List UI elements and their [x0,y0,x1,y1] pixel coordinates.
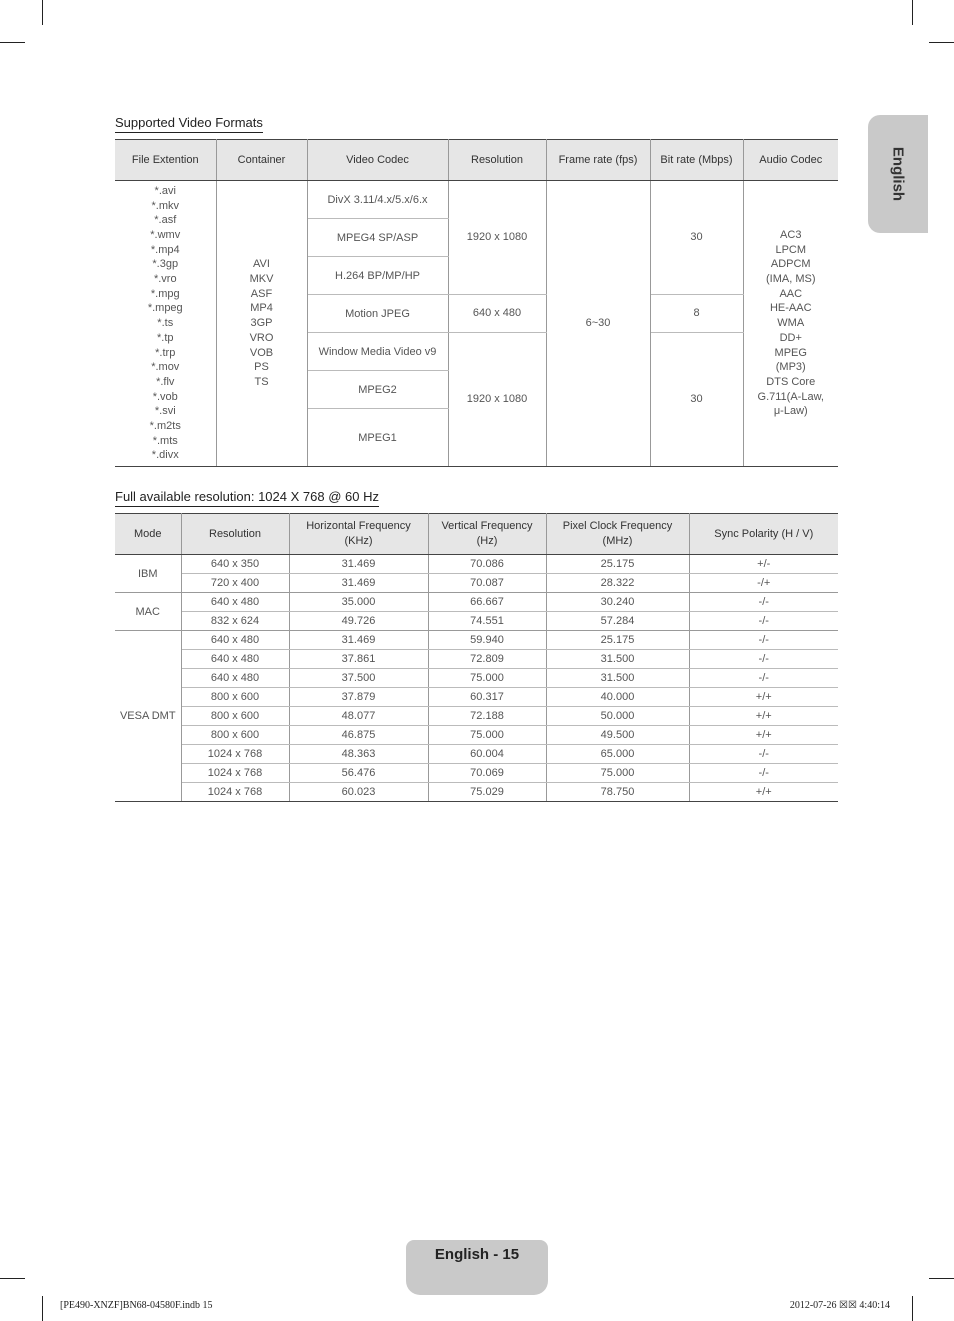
table-row [115,726,838,745]
supported-video-formats-table [115,139,838,467]
bit-rate-cell: 30 [650,181,743,295]
video-codec-cell: Window Media Video v9 [307,333,448,371]
resolution-cell: 640 x 480 [181,650,289,669]
pixel-clock-cell: 28.322 [546,574,689,593]
table-row [115,650,838,669]
pixel-clock-cell: 25.175 [546,555,689,574]
sync-polarity-cell: -/- [689,669,838,688]
pixel-clock-cell: 50.000 [546,707,689,726]
video-codec-cell: DivX 3.11/4.x/5.x/6.x [307,181,448,219]
header-frame-rate: Frame rate (fps) [546,140,650,181]
table-row [115,688,838,707]
mode-cell: IBM [115,555,181,593]
resolution-cell: 1920 x 1080 [448,333,546,467]
pixel-clock-cell: 25.175 [546,631,689,650]
header-video-codec: Video Codec [307,140,448,181]
bit-rate-cell: 30 [650,333,743,467]
pixel-clock-cell: 30.240 [546,593,689,612]
mode-cell: MAC [115,593,181,631]
table-row [115,181,838,219]
sync-polarity-cell: +/- [689,555,838,574]
resolution-table-title: Full available resolution: 1024 X 768 @ 60 Hz [115,489,379,507]
vertical-frequency-cell: 70.087 [428,574,546,593]
page-number-label: English - 15 [434,1246,520,1263]
resolution-cell: 640 x 350 [181,555,289,574]
resolution-cell: 640 x 480 [181,593,289,612]
horizontal-frequency-cell: 49.726 [289,612,428,631]
horizontal-frequency-cell: 60.023 [289,783,428,802]
resolution-cell: 720 x 400 [181,574,289,593]
header-file-extension: File Extention [115,140,216,181]
vertical-frequency-cell: 66.667 [428,593,546,612]
resolution-cell: 640 x 480 [448,295,546,333]
resolution-cell: 1024 x 768 [181,783,289,802]
resolution-cell: 1024 x 768 [181,764,289,783]
vertical-frequency-cell: 75.000 [428,726,546,745]
table-row [115,555,838,574]
table-row [115,745,838,764]
audio-codecs-cell: AC3 LPCM ADPCM (IMA, MS) AAC HE-AAC WMA DD+ MPEG (MP3) DTS Core G.711(A-Law, μ-Law) [743,181,838,467]
header-audio-codec: Audio Codec [743,140,838,181]
horizontal-frequency-cell: 31.469 [289,631,428,650]
header-vertical-frequency: Vertical Frequency (Hz) [428,514,546,555]
bit-rate-cell: 8 [650,295,743,333]
crop-mark [0,1278,25,1279]
resolution-cell: 640 x 480 [181,631,289,650]
vertical-frequency-cell: 72.809 [428,650,546,669]
header-sync-polarity: Sync Polarity (H / V) [689,514,838,555]
sync-polarity-cell: +/+ [689,707,838,726]
vertical-frequency-cell: 75.000 [428,669,546,688]
vertical-frequency-cell: 70.069 [428,764,546,783]
vertical-frequency-cell: 72.188 [428,707,546,726]
footer-file-name: [PE490-XNZF]BN68-04580F.indb 15 [60,1300,213,1311]
table-row [115,707,838,726]
resolution-cell: 800 x 600 [181,707,289,726]
sync-polarity-cell: -/- [689,612,838,631]
table-row [115,593,838,612]
vertical-frequency-cell: 60.317 [428,688,546,707]
crop-mark [0,42,25,43]
horizontal-frequency-cell: 48.077 [289,707,428,726]
sync-polarity-cell: +/+ [689,688,838,707]
pixel-clock-cell: 31.500 [546,650,689,669]
horizontal-frequency-cell: 46.875 [289,726,428,745]
table-row [115,764,838,783]
sync-polarity-cell: -/- [689,593,838,612]
video-codec-cell: MPEG2 [307,371,448,409]
sync-polarity-cell: -/+ [689,574,838,593]
pixel-clock-cell: 75.000 [546,764,689,783]
header-horizontal-frequency: Horizontal Frequency (KHz) [289,514,428,555]
sync-polarity-cell: +/+ [689,783,838,802]
file-extensions-cell: *.avi *.mkv *.asf *.wmv *.mp4 *.3gp *.vro *.mpg *.mpeg *.ts *.tp *.trp *.mov *.flv *.vob *.svi *.m2ts *.mts *.divx [115,181,216,467]
pixel-clock-cell: 78.750 [546,783,689,802]
display-resolution-table [115,513,838,802]
header-mode: Mode [115,514,181,555]
horizontal-frequency-cell: 31.469 [289,574,428,593]
language-side-tab [868,115,928,233]
vertical-frequency-cell: 75.029 [428,783,546,802]
header-resolution: Resolution [448,140,546,181]
video-codec-cell: H.264 BP/MP/HP [307,257,448,295]
horizontal-frequency-cell: 56.476 [289,764,428,783]
video-codec-cell: Motion JPEG [307,295,448,333]
vertical-frequency-cell: 74.551 [428,612,546,631]
crop-mark [912,1296,913,1321]
vertical-frequency-cell: 70.086 [428,555,546,574]
header-container: Container [216,140,307,181]
horizontal-frequency-cell: 31.469 [289,555,428,574]
video-codec-cell: MPEG1 [307,409,448,467]
vertical-frequency-cell: 60.004 [428,745,546,764]
header-resolution: Resolution [181,514,289,555]
resolution-cell: 800 x 600 [181,688,289,707]
horizontal-frequency-cell: 37.861 [289,650,428,669]
pixel-clock-cell: 65.000 [546,745,689,764]
table-row [115,669,838,688]
pixel-clock-cell: 40.000 [546,688,689,707]
resolution-cell: 832 x 624 [181,612,289,631]
horizontal-frequency-cell: 35.000 [289,593,428,612]
horizontal-frequency-cell: 48.363 [289,745,428,764]
header-pixel-clock-frequency: Pixel Clock Frequency (MHz) [546,514,689,555]
resolution-cell: 1024 x 768 [181,745,289,764]
crop-mark [42,1296,43,1321]
sync-polarity-cell: +/+ [689,726,838,745]
page-number-tab [406,1240,548,1295]
resolution-cell: 800 x 600 [181,726,289,745]
vertical-frequency-cell: 59.940 [428,631,546,650]
resolution-cell: 1920 x 1080 [448,181,546,295]
video-codec-cell: MPEG4 SP/ASP [307,219,448,257]
table-row [115,631,838,650]
table-header-row [115,514,838,555]
table-row [115,574,838,593]
mode-cell: VESA DMT [115,631,181,802]
video-formats-title: Supported Video Formats [115,115,263,133]
header-bit-rate: Bit rate (Mbps) [650,140,743,181]
table-header-row [115,140,838,181]
horizontal-frequency-cell: 37.879 [289,688,428,707]
footer-timestamp: 2012-07-26 ☒☒ 4:40:14 [789,1300,890,1311]
crop-mark [912,0,913,25]
crop-mark [42,0,43,25]
pixel-clock-cell: 57.284 [546,612,689,631]
crop-mark [929,1278,954,1279]
sync-polarity-cell: -/- [689,745,838,764]
containers-cell: AVI MKV ASF MP4 3GP VRO VOB PS TS [216,181,307,467]
crop-mark [929,42,954,43]
resolution-cell: 640 x 480 [181,669,289,688]
sync-polarity-cell: -/- [689,764,838,783]
sync-polarity-cell: -/- [689,650,838,669]
pixel-clock-cell: 31.500 [546,669,689,688]
table-row [115,783,838,802]
horizontal-frequency-cell: 37.500 [289,669,428,688]
sync-polarity-cell: -/- [689,631,838,650]
language-side-tab-label: English [889,146,907,202]
pixel-clock-cell: 49.500 [546,726,689,745]
table-row [115,612,838,631]
frame-rate-cell: 6~30 [546,181,650,467]
